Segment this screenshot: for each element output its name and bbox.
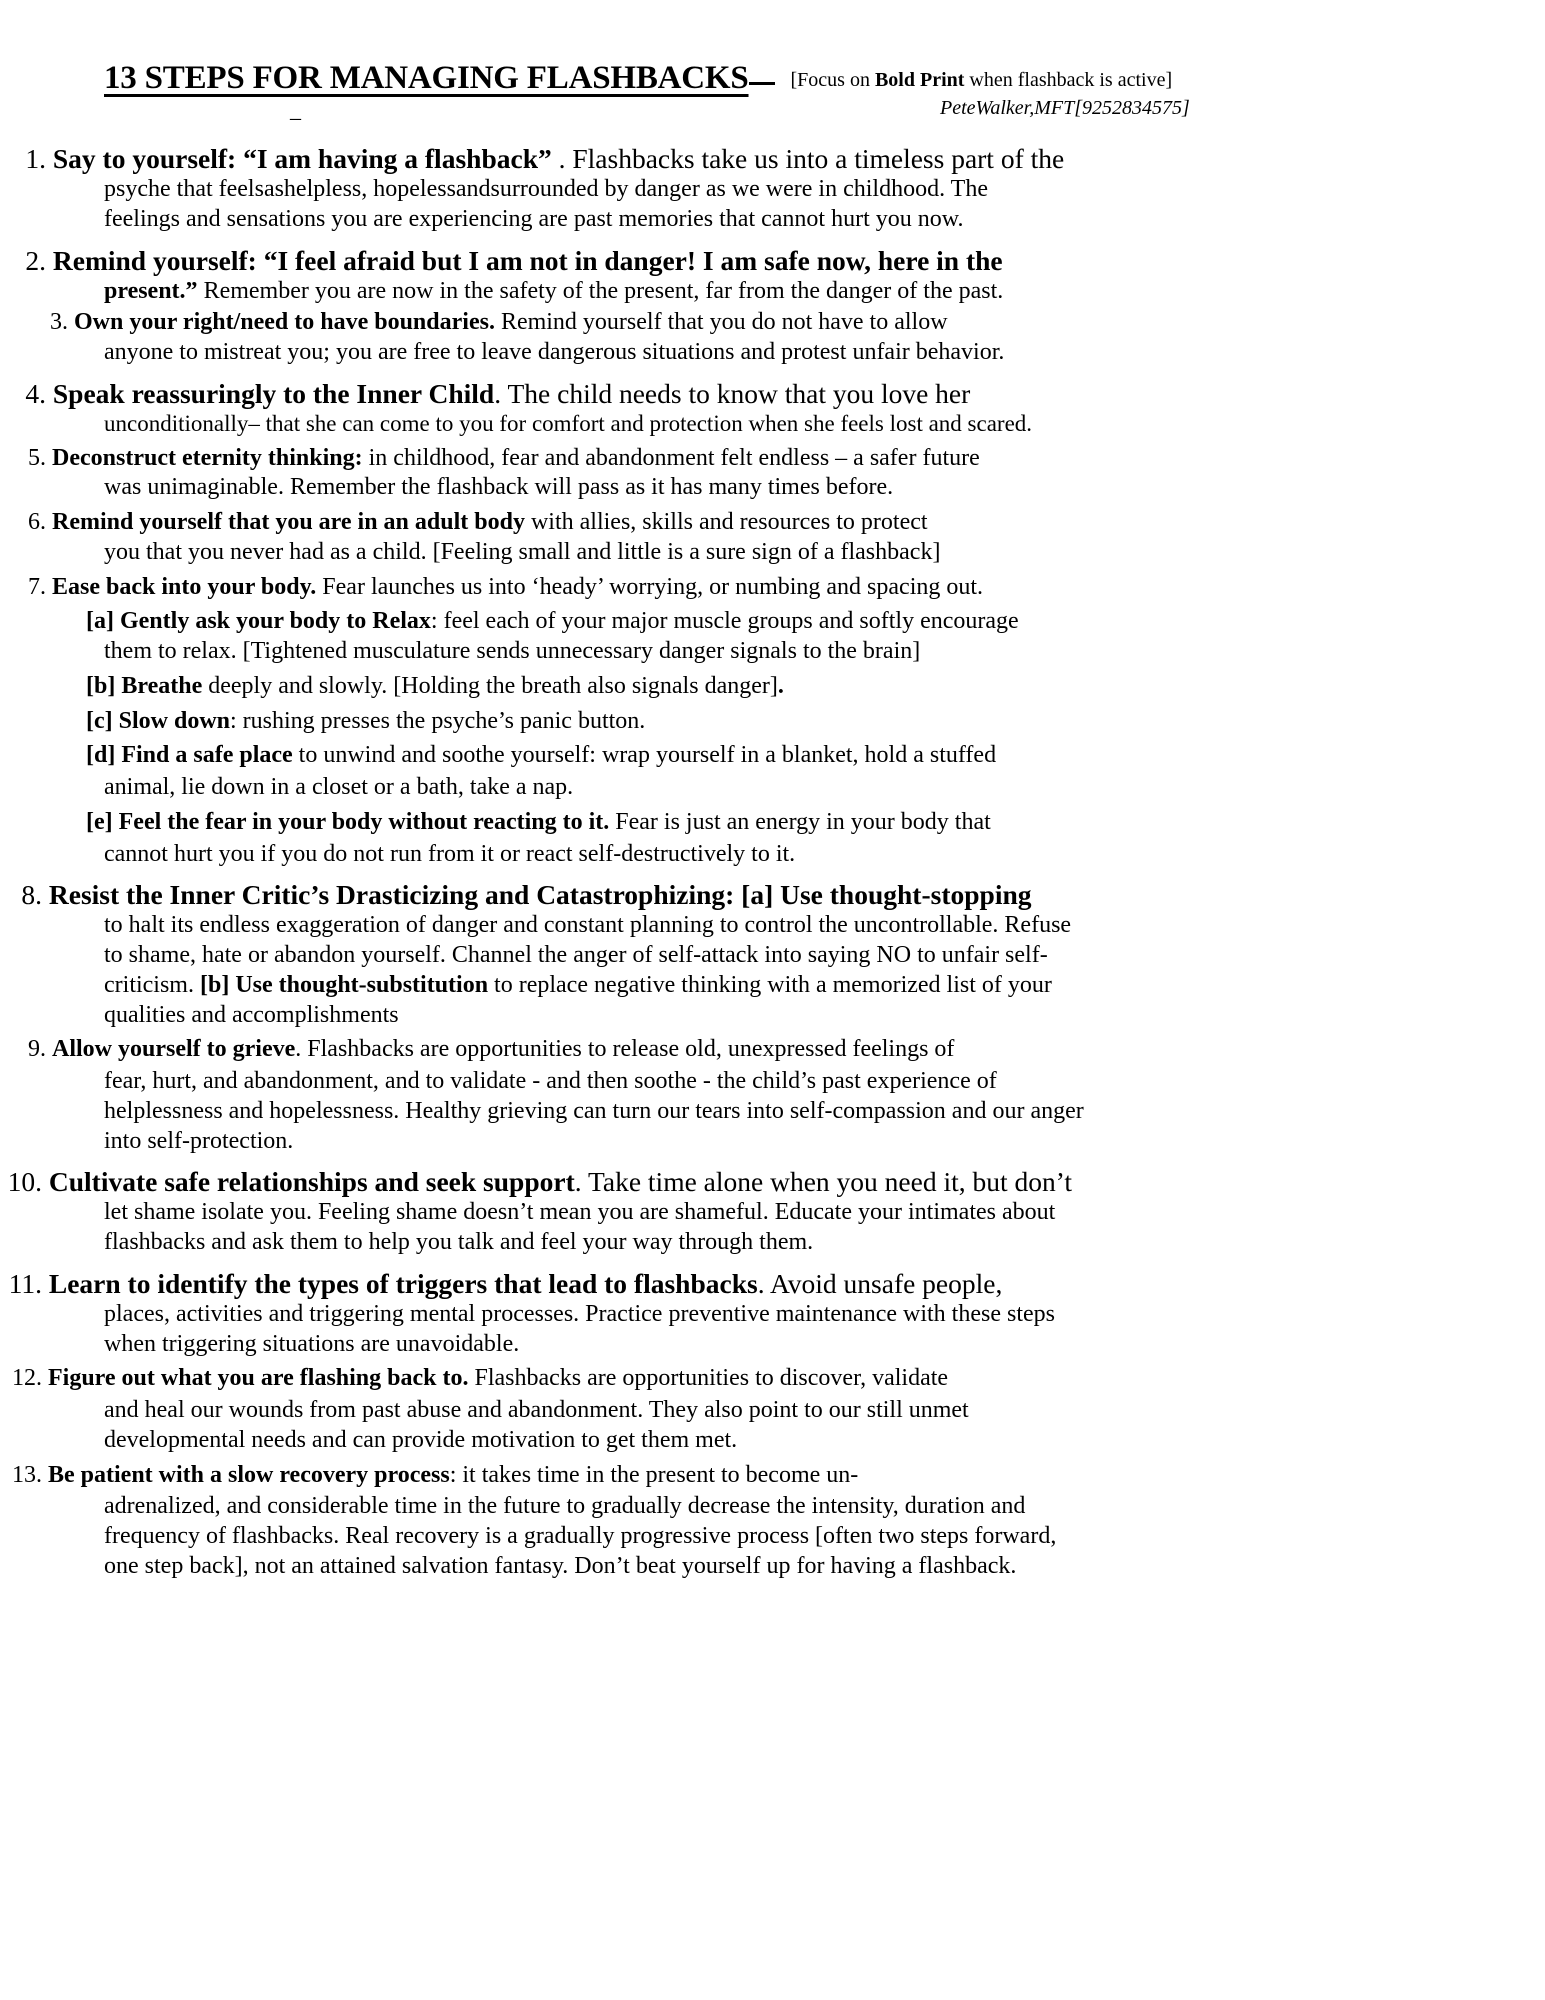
step-lead: Remind yourself that you are in an adult body	[52, 509, 525, 536]
step-lead: Speak reassuringly to the Inner Child	[52, 377, 495, 409]
list-item	[25, 142, 1434, 235]
subitem-rest: deeply and slowly. [Holding the breath also signals danger]	[202, 672, 778, 699]
subitem-rest: to unwind and soothe yourself: wrap yourself in a blanket, hold a stuffed	[292, 742, 997, 769]
subitem-marker: [c]	[86, 707, 113, 734]
subitem-lead: Find a safe place	[115, 742, 293, 769]
step-lead: Figure out what you are flashing back to.	[48, 1365, 469, 1392]
step-rest: . Flashbacks take us into a timeless part of the	[551, 143, 1065, 174]
step-7b-line-1	[86, 672, 1434, 702]
step-7a-line-1	[86, 607, 1434, 637]
list-item	[8, 1267, 1434, 1360]
step-7e-line-1	[86, 808, 1434, 838]
step-7e-line-2: cannot hurt you if you do not run from it or react self-destructively to it.	[104, 840, 796, 867]
subitem-marker: [d]	[86, 742, 116, 769]
step-7-first-line: 7. Ease back into your body. Fear launches us into ‘heady’ worrying, or numbing and spacing out.	[28, 573, 984, 600]
step-3-line-2: anyone to mistreat you; you are free to leave dangerous situations and protest unfair behavior.	[104, 339, 1005, 365]
list-item	[21, 878, 1434, 1030]
list-item	[7, 1165, 1434, 1258]
document-body	[7, 60, 1434, 1582]
step-5-line-2: was unimaginable. Remember the flashback will pass as it has many times before.	[104, 474, 894, 501]
step-rest: Flashbacks are opportunities to discover, validate	[468, 1365, 949, 1392]
step-5-first-line: 5. Deconstruct eternity thinking: in childhood, fear and abandonment felt endless – a safer future	[28, 444, 980, 471]
step-1-first-line: 1. Say to yourself: “I am having a flashback” . Flashbacks take us into a timeless part of the	[25, 143, 1065, 174]
step-4-line-2: unconditionally– that she can come to you for comfort and protection when she feels lost and scared.	[104, 410, 1033, 436]
step-2-first-line: 2. Remind yourself: “I feel afraid but I am not in danger! I am safe now, here in the	[25, 244, 1003, 276]
step-lead: Remind yourself: “I feel afraid but I am not in danger! I am safe now, here in the	[52, 244, 1003, 276]
step-7d-line-2: animal, lie down in a closet or a bath, take a nap.	[104, 774, 574, 801]
document-header	[104, 62, 1434, 95]
step-4-first-line: 4. Speak reassuringly to the Inner Child. The child needs to know that you love her	[25, 377, 971, 409]
header-note-prefix: [Focus on	[790, 69, 875, 91]
step-11-line-2: places, activities and triggering mental processes. Practice preventive maintenance with these steps	[104, 1300, 1055, 1327]
step-rest: Fear launches us into ‘heady’ worrying, or numbing and spacing out.	[316, 573, 984, 600]
step-8-prefix: criticism.	[104, 971, 200, 998]
step-9-first-line: 9. Allow yourself to grieve. Flashbacks are opportunities to release old, unexpressed feelings of	[28, 1036, 955, 1063]
step-lead: Cultivate safe relationships and seek support	[48, 1166, 575, 1198]
list-item	[25, 377, 1434, 439]
step-13-line-2: adrenalized, and considerable time in the future to gradually decrease the intensity, duration and	[104, 1493, 1026, 1520]
author-byline: PeteWalker,MFT[9252834575]	[940, 97, 1190, 119]
step-lead: Own your right/need to have boundaries.	[74, 309, 495, 336]
list-item	[28, 444, 1434, 504]
steps-list	[7, 142, 1434, 1582]
step-1-line-2: psyche that feelsashelpless, hopelessandsurrounded by danger as we were in childhood. The	[104, 176, 988, 202]
step-12-first-line: 12. Figure out what you are flashing back to. Flashbacks are opportunities to discover, validate	[12, 1365, 949, 1392]
step-1-line-3: feelings and sensations you are experiencing are past memories that cannot hurt you now.	[104, 205, 964, 232]
step-9-line-4: into self-protection.	[104, 1127, 294, 1154]
step-3-first-line: 3. Own your right/need to have boundaries. Remind yourself that you do not have to allow	[50, 309, 948, 336]
subitem-rest: : rushing presses the psyche’s panic button.	[230, 707, 646, 734]
step-13-line-3: frequency of flashbacks. Real recovery is a gradually progressive process [often two steps forward,	[104, 1523, 1057, 1550]
page-title: 13 STEPS FOR MANAGING FLASHBACKS	[104, 60, 749, 96]
step-rest: Remember you are now in the safety of the present, far from the danger of the past.	[197, 277, 1004, 304]
subitem-marker: [a]	[86, 608, 114, 635]
step-rest: Remind yourself that you do not have to allow	[494, 309, 948, 336]
subitem-lead: Gently ask your body to Relax	[113, 608, 431, 635]
subitem-lead: Slow down	[112, 707, 231, 734]
step-7a-line-2: them to relax. [Tightened musculature sends unnecessary danger signals to the brain]	[104, 638, 921, 665]
step-10-first-line: 10. Cultivate safe relationships and seek support. Take time alone when you need it, but don’t	[7, 1166, 1073, 1198]
byline-row	[104, 95, 1434, 129]
subitem-marker: [b]	[86, 672, 116, 699]
subitem-rest-bold-tail: .	[777, 672, 784, 699]
step-lead: Say to yourself: “I am having a flashback”	[52, 143, 552, 174]
step-rest: in childhood, fear and abandonment felt endless – a safer future	[362, 444, 980, 471]
step-13-line-4: one step back], not an attained salvation fantasy. Don’t beat yourself up for having a flashback.	[104, 1552, 1017, 1579]
subitem-rest: : feel each of your major muscle groups and softly encourage	[430, 608, 1019, 635]
subitem-rest: Fear is just an energy in your body that	[609, 808, 991, 835]
step-rest: with allies, skills and resources to protect	[524, 509, 928, 536]
step-11-first-line: 11. Learn to identify the types of triggers that lead to flashbacks. Avoid unsafe people,	[8, 1267, 1003, 1299]
list-item	[12, 1364, 1434, 1455]
step-8-first-line: 8. Resist the Inner Critic’s Drasticizing and Catastrophizing: [a] Use thought-stopping	[21, 879, 1032, 911]
step-7c-line-1	[86, 707, 1434, 737]
step-rest: . The child needs to know that you love her	[494, 377, 971, 409]
step-rest: . Flashbacks are opportunities to release old, unexpressed feelings of	[295, 1036, 955, 1063]
header-note	[791, 69, 1173, 91]
list-item	[12, 1461, 1434, 1582]
subitem-marker: [e]	[86, 808, 113, 835]
step-7d-line-1	[86, 741, 1434, 771]
step-lead: Learn to identify the types of triggers that lead to flashbacks	[48, 1267, 758, 1299]
step-9-line-3: helplessness and hopelessness. Healthy grieving can turn our tears into self-compassion and our anger	[104, 1097, 1084, 1124]
step-8-line-2: to halt its endless exaggeration of danger and constant planning to control the uncontrollable. Refuse	[104, 912, 1072, 939]
step-rest: . Take time alone when you need it, but don’t	[574, 1166, 1073, 1198]
list-item	[28, 508, 1434, 568]
step-lead: Resist the Inner Critic’s Drasticizing and Catastrophizing: [a] Use thought-stopping	[48, 879, 1032, 911]
step-8-bold-b: [b] Use thought-substitution	[199, 971, 489, 998]
step-12-line-3: developmental needs and can provide motivation to get them met.	[104, 1426, 738, 1453]
title-underline-tail	[749, 82, 775, 85]
step-2-line-2	[104, 277, 1434, 307]
step-8-line-3: to shame, hate or abandon yourself. Channel the anger of self-attack into saying NO to unfair self-	[104, 942, 1048, 969]
step-8-line-4	[104, 971, 1434, 1001]
step-8-line-5: qualities and accomplishments	[104, 1001, 399, 1028]
step-13-first-line: 13. Be patient with a slow recovery process: it takes time in the present to become un-	[12, 1461, 859, 1488]
header-note-bold: Bold Print	[874, 69, 965, 91]
step-9-line-2: fear, hurt, and abandonment, and to validate - and then soothe - the child’s past experience of	[104, 1068, 997, 1095]
step-lead: Deconstruct eternity thinking:	[52, 444, 363, 471]
step-lead: Be patient with a slow recovery process	[48, 1461, 450, 1488]
list-item	[25, 244, 1434, 307]
step-8-suffix: to replace negative thinking with a memorized list of your	[488, 971, 1052, 998]
step-rest: . Avoid unsafe people,	[757, 1267, 1003, 1299]
subitem-lead: Breathe	[115, 672, 203, 699]
step-6-first-line: 6. Remind yourself that you are in an adult body with allies, skills and resources to protect	[28, 509, 928, 536]
step-6-line-2: you that you never had as a child. [Feeling small and little is a sure sign of a flashback]	[104, 538, 941, 565]
list-item	[28, 573, 1434, 870]
step-10-line-3: flashbacks and ask them to help you talk and feel your way through them.	[104, 1229, 814, 1256]
list-item	[50, 308, 1434, 368]
step-lead: Ease back into your body.	[52, 573, 317, 600]
step-lead: Allow yourself to grieve	[52, 1036, 296, 1063]
stray-dash-mark: _	[290, 97, 301, 122]
step-lead-continued: present.”	[104, 277, 198, 304]
header-note-suffix: when flashback is active]	[964, 69, 1173, 91]
step-11-line-3: when triggering situations are unavoidable.	[104, 1330, 520, 1357]
subitem-lead: Feel the fear in your body without reacting to it.	[112, 808, 610, 835]
step-10-line-2: let shame isolate you. Feeling shame doesn’t mean you are shameful. Educate your intimates about	[104, 1199, 1056, 1226]
step-12-line-2: and heal our wounds from past abuse and abandonment. They also point to our still unmet	[104, 1397, 969, 1424]
list-item	[28, 1035, 1434, 1156]
step-rest: : it takes time in the present to become un-	[449, 1461, 859, 1488]
